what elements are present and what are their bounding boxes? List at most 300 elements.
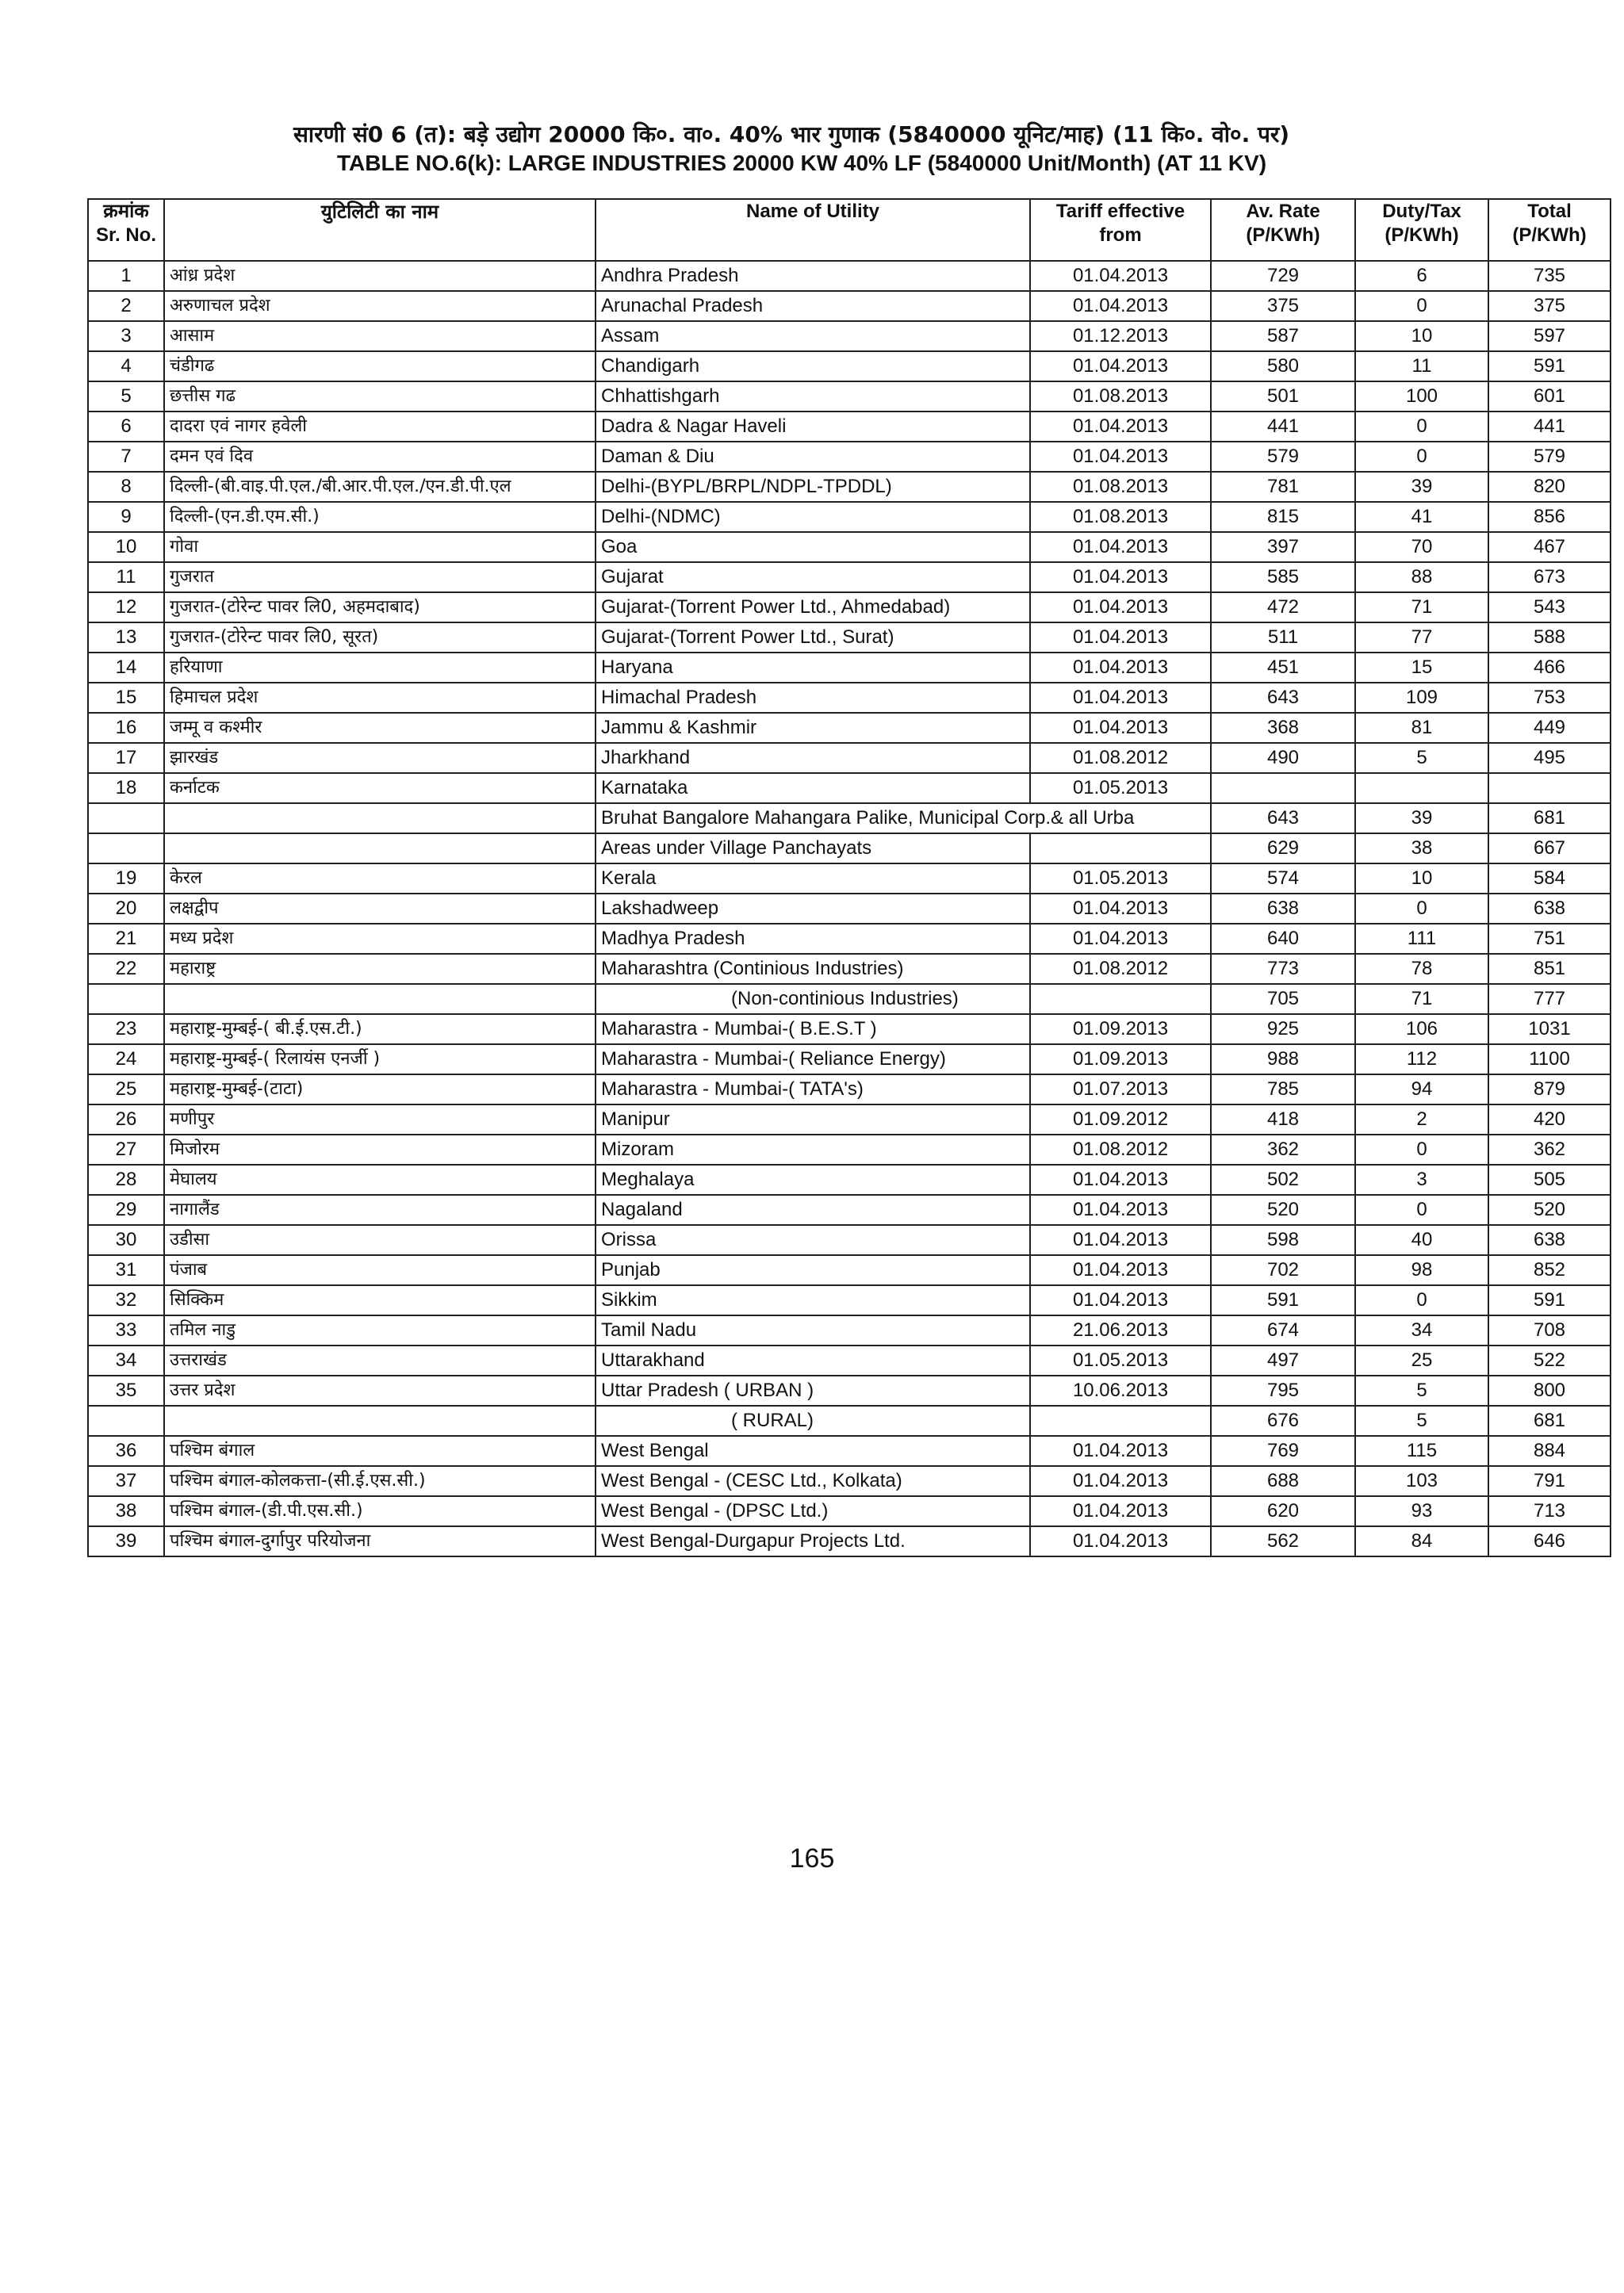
cell-duty-tax: 6 (1355, 261, 1488, 291)
cell-av-rate: 795 (1211, 1376, 1355, 1406)
cell-total: 646 (1488, 1526, 1611, 1556)
cell-total: 879 (1488, 1074, 1611, 1104)
cell-utility-hindi: अरुणाचल प्रदेश (164, 291, 596, 321)
cell-sr-no: 4 (88, 351, 164, 381)
cell-av-rate: 815 (1211, 502, 1355, 532)
cell-av-rate: 497 (1211, 1346, 1355, 1376)
cell-duty-tax: 94 (1355, 1074, 1488, 1104)
cell-tariff-from: 01.04.2013 (1030, 261, 1211, 291)
tariff-table (87, 198, 1611, 1557)
cell-utility-hindi: उत्तराखंड (164, 1346, 596, 1376)
cell-utility-english: Jharkhand (596, 743, 1030, 773)
cell-duty-tax: 70 (1355, 532, 1488, 562)
cell-duty-tax (1355, 773, 1488, 803)
cell-av-rate: 562 (1211, 1526, 1355, 1556)
cell-total: 856 (1488, 502, 1611, 532)
table-row (88, 1496, 1611, 1526)
cell-utility-hindi: मध्य प्रदेश (164, 924, 596, 954)
cell-total: 584 (1488, 863, 1611, 894)
cell-utility-english: Meghalaya (596, 1165, 1030, 1195)
cell-av-rate: 472 (1211, 592, 1355, 622)
cell-av-rate: 580 (1211, 351, 1355, 381)
cell-duty-tax: 25 (1355, 1346, 1488, 1376)
cell-total: 1100 (1488, 1044, 1611, 1074)
cell-utility-hindi (164, 833, 596, 863)
cell-sr-no: 35 (88, 1376, 164, 1406)
cell-utility-hindi: गुजरात-(टोरेन्ट पावर लि0, अहमदाबाद) (164, 592, 596, 622)
cell-tariff-from: 01.04.2013 (1030, 622, 1211, 653)
cell-duty-tax: 5 (1355, 1406, 1488, 1436)
cell-duty-tax: 11 (1355, 351, 1488, 381)
cell-tariff-from: 01.04.2013 (1030, 653, 1211, 683)
table-row (88, 1255, 1611, 1285)
cell-total: 543 (1488, 592, 1611, 622)
cell-duty-tax: 15 (1355, 653, 1488, 683)
cell-av-rate: 702 (1211, 1255, 1355, 1285)
table-row (88, 1526, 1611, 1556)
cell-duty-tax: 0 (1355, 412, 1488, 442)
cell-tariff-from: 01.04.2013 (1030, 1225, 1211, 1255)
cell-utility-english: Madhya Pradesh (596, 924, 1030, 954)
cell-av-rate: 688 (1211, 1466, 1355, 1496)
cell-tariff-from: 01.04.2013 (1030, 683, 1211, 713)
cell-av-rate: 501 (1211, 381, 1355, 412)
cell-total: 601 (1488, 381, 1611, 412)
cell-utility-hindi: गुजरात-(टोरेन्ट पावर लि0, सूरत) (164, 622, 596, 653)
cell-duty-tax: 5 (1355, 1376, 1488, 1406)
cell-sr-no: 32 (88, 1285, 164, 1315)
cell-total: 667 (1488, 833, 1611, 863)
cell-av-rate: 418 (1211, 1104, 1355, 1135)
cell-utility-english: Andhra Pradesh (596, 261, 1030, 291)
cell-utility-english: Sikkim (596, 1285, 1030, 1315)
cell-duty-tax: 5 (1355, 743, 1488, 773)
cell-av-rate: 643 (1211, 683, 1355, 713)
cell-sr-no: 12 (88, 592, 164, 622)
header-sr-no: क्रमांक Sr. No. (88, 199, 164, 261)
table-row (88, 1074, 1611, 1104)
cell-utility-hindi: नागालैंड (164, 1195, 596, 1225)
cell-tariff-from: 01.04.2013 (1030, 412, 1211, 442)
cell-sr-no (88, 984, 164, 1014)
cell-utility-english: Gujarat (596, 562, 1030, 592)
cell-utility-english: West Bengal - (CESC Ltd., Kolkata) (596, 1466, 1030, 1496)
cell-av-rate: 490 (1211, 743, 1355, 773)
cell-sr-no (88, 803, 164, 833)
cell-av-rate: 643 (1211, 803, 1355, 833)
cell-tariff-from: 01.04.2013 (1030, 713, 1211, 743)
cell-total: 597 (1488, 321, 1611, 351)
cell-utility-english: Mizoram (596, 1135, 1030, 1165)
cell-av-rate: 585 (1211, 562, 1355, 592)
cell-utility-english: Kerala (596, 863, 1030, 894)
cell-utility-hindi: छत्तीस गढ (164, 381, 596, 412)
cell-av-rate: 629 (1211, 833, 1355, 863)
cell-utility-english: Maharastra - Mumbai-( B.E.S.T ) (596, 1014, 1030, 1044)
cell-utility-english: Maharashtra (Continious Industries) (596, 954, 1030, 984)
cell-utility-hindi: पश्चिम बंगाल-(डी.पी.एस.सी.) (164, 1496, 596, 1526)
cell-utility-english: Karnataka (596, 773, 1030, 803)
cell-sr-no: 3 (88, 321, 164, 351)
table-row (88, 863, 1611, 894)
page-number: 165 (789, 1843, 835, 1874)
cell-utility-english: West Bengal (596, 1436, 1030, 1466)
cell-utility-hindi: दिल्ली-(एन.डी.एम.सी.) (164, 502, 596, 532)
cell-tariff-from: 01.08.2013 (1030, 472, 1211, 502)
cell-duty-tax: 40 (1355, 1225, 1488, 1255)
cell-sr-no: 2 (88, 291, 164, 321)
cell-sr-no: 38 (88, 1496, 164, 1526)
cell-tariff-from: 01.04.2013 (1030, 1466, 1211, 1496)
table-row (88, 381, 1611, 412)
cell-duty-tax: 2 (1355, 1104, 1488, 1135)
table-row (88, 1135, 1611, 1165)
cell-av-rate: 781 (1211, 472, 1355, 502)
cell-total: 362 (1488, 1135, 1611, 1165)
cell-duty-tax: 10 (1355, 321, 1488, 351)
cell-tariff-from: 01.05.2013 (1030, 1346, 1211, 1376)
cell-av-rate: 441 (1211, 412, 1355, 442)
cell-total: 777 (1488, 984, 1611, 1014)
cell-tariff-from: 01.04.2013 (1030, 1195, 1211, 1225)
cell-total: 441 (1488, 412, 1611, 442)
cell-total: 579 (1488, 442, 1611, 472)
cell-av-rate: 579 (1211, 442, 1355, 472)
header-av-rate: Av. Rate (P/KWh) (1211, 199, 1355, 261)
cell-utility-english: Haryana (596, 653, 1030, 683)
cell-duty-tax: 39 (1355, 803, 1488, 833)
cell-total: 884 (1488, 1436, 1611, 1466)
cell-utility-english: Chhattishgarh (596, 381, 1030, 412)
cell-tariff-from: 01.08.2013 (1030, 502, 1211, 532)
table-row (88, 1376, 1611, 1406)
cell-utility-hindi: महाराष्ट्र-मुम्बई-( रिलायंस एनर्जी ) (164, 1044, 596, 1074)
cell-utility-hindi (164, 1406, 596, 1436)
cell-av-rate: 598 (1211, 1225, 1355, 1255)
cell-sr-no: 7 (88, 442, 164, 472)
cell-sr-no (88, 1406, 164, 1436)
cell-utility-hindi: सिक्किम (164, 1285, 596, 1315)
table-row (88, 1285, 1611, 1315)
cell-av-rate: 502 (1211, 1165, 1355, 1195)
cell-utility-english: Daman & Diu (596, 442, 1030, 472)
cell-duty-tax: 0 (1355, 442, 1488, 472)
cell-tariff-from: 01.08.2012 (1030, 954, 1211, 984)
table-row (88, 1225, 1611, 1255)
cell-tariff-from: 01.04.2013 (1030, 291, 1211, 321)
cell-utility-english: Assam (596, 321, 1030, 351)
cell-av-rate: 773 (1211, 954, 1355, 984)
cell-av-rate: 769 (1211, 1436, 1355, 1466)
cell-av-rate (1211, 773, 1355, 803)
cell-duty-tax: 0 (1355, 1135, 1488, 1165)
cell-duty-tax: 71 (1355, 592, 1488, 622)
cell-total: 851 (1488, 954, 1611, 984)
cell-duty-tax: 111 (1355, 924, 1488, 954)
cell-tariff-from: 01.04.2013 (1030, 1526, 1211, 1556)
header-total: Total (P/KWh) (1488, 199, 1611, 261)
header-tariff-from: Tariff effective from (1030, 199, 1211, 261)
cell-tariff-from (1030, 833, 1211, 863)
cell-utility-hindi: कर्नाटक (164, 773, 596, 803)
cell-sr-no: 37 (88, 1466, 164, 1496)
cell-duty-tax: 0 (1355, 1195, 1488, 1225)
cell-av-rate: 397 (1211, 532, 1355, 562)
cell-sr-no: 36 (88, 1436, 164, 1466)
cell-tariff-from (1030, 1406, 1211, 1436)
cell-av-rate: 591 (1211, 1285, 1355, 1315)
cell-av-rate: 520 (1211, 1195, 1355, 1225)
cell-utility-hindi: दमन एवं दिव (164, 442, 596, 472)
cell-utility-english: Chandigarh (596, 351, 1030, 381)
cell-total: 375 (1488, 291, 1611, 321)
table-row (88, 562, 1611, 592)
cell-utility-english: Lakshadweep (596, 894, 1030, 924)
cell-utility-english: Tamil Nadu (596, 1315, 1030, 1346)
cell-tariff-from (1030, 984, 1211, 1014)
cell-utility-hindi: पश्चिम बंगाल-कोलकत्ता-(सी.ई.एस.सी.) (164, 1466, 596, 1496)
cell-av-rate: 451 (1211, 653, 1355, 683)
cell-total: 713 (1488, 1496, 1611, 1526)
cell-av-rate: 785 (1211, 1074, 1355, 1104)
cell-av-rate: 375 (1211, 291, 1355, 321)
table-row (88, 412, 1611, 442)
cell-tariff-from: 01.04.2013 (1030, 351, 1211, 381)
table-row (88, 1165, 1611, 1195)
cell-duty-tax: 81 (1355, 713, 1488, 743)
cell-total: 751 (1488, 924, 1611, 954)
cell-total: 505 (1488, 1165, 1611, 1195)
cell-duty-tax: 88 (1355, 562, 1488, 592)
cell-utility-hindi: महाराष्ट्र-मुम्बई-( बी.ई.एस.टी.) (164, 1014, 596, 1044)
cell-tariff-from: 01.04.2013 (1030, 442, 1211, 472)
cell-duty-tax: 39 (1355, 472, 1488, 502)
cell-utility-hindi: आंध्र प्रदेश (164, 261, 596, 291)
cell-sr-no: 23 (88, 1014, 164, 1044)
table-row (88, 321, 1611, 351)
cell-tariff-from: 01.04.2013 (1030, 1255, 1211, 1285)
cell-duty-tax: 38 (1355, 833, 1488, 863)
cell-utility-hindi: उत्तर प्रदेश (164, 1376, 596, 1406)
cell-total: 638 (1488, 1225, 1611, 1255)
cell-total: 420 (1488, 1104, 1611, 1135)
cell-utility-hindi: चंडीगढ (164, 351, 596, 381)
table-row (88, 442, 1611, 472)
cell-sr-no: 26 (88, 1104, 164, 1135)
cell-total: 591 (1488, 351, 1611, 381)
cell-tariff-from: 01.04.2013 (1030, 1285, 1211, 1315)
table-row (88, 261, 1611, 291)
cell-utility-english: Dadra & Nagar Haveli (596, 412, 1030, 442)
cell-duty-tax: 78 (1355, 954, 1488, 984)
cell-utility-english: (Non-continious Industries) (596, 984, 1030, 1014)
cell-utility-english: Bruhat Bangalore Mahangara Palike, Municipal Corp.& all Urba (596, 803, 1211, 833)
cell-duty-tax: 0 (1355, 1285, 1488, 1315)
cell-utility-hindi: लक्षद्वीप (164, 894, 596, 924)
cell-utility-hindi (164, 984, 596, 1014)
table-row (88, 1436, 1611, 1466)
table-row (88, 803, 1611, 833)
cell-utility-hindi: दादरा एवं नागर हवेली (164, 412, 596, 442)
cell-tariff-from: 10.06.2013 (1030, 1376, 1211, 1406)
cell-sr-no: 17 (88, 743, 164, 773)
cell-sr-no: 30 (88, 1225, 164, 1255)
table-body (88, 261, 1611, 1556)
cell-duty-tax: 103 (1355, 1466, 1488, 1496)
cell-sr-no: 21 (88, 924, 164, 954)
table-row (88, 351, 1611, 381)
table-row (88, 773, 1611, 803)
cell-sr-no: 8 (88, 472, 164, 502)
cell-tariff-from: 21.06.2013 (1030, 1315, 1211, 1346)
cell-total: 495 (1488, 743, 1611, 773)
cell-av-rate: 587 (1211, 321, 1355, 351)
cell-tariff-from: 01.05.2013 (1030, 863, 1211, 894)
cell-duty-tax: 84 (1355, 1526, 1488, 1556)
table-row (88, 713, 1611, 743)
cell-utility-hindi: तमिल नाडु (164, 1315, 596, 1346)
table-row (88, 532, 1611, 562)
table-row (88, 833, 1611, 863)
cell-total: 852 (1488, 1255, 1611, 1285)
cell-total: 708 (1488, 1315, 1611, 1346)
table-row (88, 622, 1611, 653)
cell-utility-english: Manipur (596, 1104, 1030, 1135)
cell-duty-tax: 71 (1355, 984, 1488, 1014)
cell-duty-tax: 0 (1355, 894, 1488, 924)
table-row (88, 1466, 1611, 1496)
cell-utility-english: Nagaland (596, 1195, 1030, 1225)
header-duty-tax: Duty/Tax (P/KWh) (1355, 199, 1488, 261)
table-row (88, 924, 1611, 954)
cell-total: 520 (1488, 1195, 1611, 1225)
cell-total: 467 (1488, 532, 1611, 562)
table-row (88, 743, 1611, 773)
cell-av-rate: 638 (1211, 894, 1355, 924)
cell-utility-hindi: झारखंड (164, 743, 596, 773)
cell-sr-no: 39 (88, 1526, 164, 1556)
cell-utility-hindi: पश्चिम बंगाल (164, 1436, 596, 1466)
cell-sr-no: 1 (88, 261, 164, 291)
cell-utility-english: Delhi-(NDMC) (596, 502, 1030, 532)
cell-duty-tax: 34 (1355, 1315, 1488, 1346)
cell-sr-no: 19 (88, 863, 164, 894)
table-row (88, 894, 1611, 924)
cell-tariff-from: 01.08.2013 (1030, 381, 1211, 412)
cell-tariff-from: 01.04.2013 (1030, 1165, 1211, 1195)
cell-utility-english: Punjab (596, 1255, 1030, 1285)
cell-sr-no: 25 (88, 1074, 164, 1104)
cell-sr-no: 22 (88, 954, 164, 984)
cell-duty-tax: 0 (1355, 291, 1488, 321)
cell-total: 449 (1488, 713, 1611, 743)
cell-av-rate: 574 (1211, 863, 1355, 894)
cell-utility-english: ( RURAL) (596, 1406, 1030, 1436)
cell-duty-tax: 115 (1355, 1436, 1488, 1466)
cell-total: 591 (1488, 1285, 1611, 1315)
cell-utility-hindi: हरियाणा (164, 653, 596, 683)
cell-av-rate: 674 (1211, 1315, 1355, 1346)
table-row (88, 1346, 1611, 1376)
cell-total: 638 (1488, 894, 1611, 924)
cell-sr-no: 14 (88, 653, 164, 683)
cell-total: 466 (1488, 653, 1611, 683)
cell-tariff-from: 01.04.2013 (1030, 592, 1211, 622)
cell-sr-no: 5 (88, 381, 164, 412)
cell-utility-english: West Bengal - (DPSC Ltd.) (596, 1496, 1030, 1526)
cell-utility-english: Maharastra - Mumbai-( Reliance Energy) (596, 1044, 1030, 1074)
cell-utility-english: Uttarakhand (596, 1346, 1030, 1376)
cell-utility-hindi: पश्चिम बंगाल-दुर्गापुर परियोजना (164, 1526, 596, 1556)
cell-tariff-from: 01.04.2013 (1030, 924, 1211, 954)
cell-utility-english: Gujarat-(Torrent Power Ltd., Ahmedabad) (596, 592, 1030, 622)
cell-tariff-from: 01.12.2013 (1030, 321, 1211, 351)
cell-tariff-from: 01.08.2012 (1030, 1135, 1211, 1165)
cell-tariff-from: 01.09.2013 (1030, 1044, 1211, 1074)
cell-total: 522 (1488, 1346, 1611, 1376)
cell-duty-tax: 77 (1355, 622, 1488, 653)
cell-total: 753 (1488, 683, 1611, 713)
cell-utility-hindi: आसाम (164, 321, 596, 351)
cell-utility-hindi: मेघालय (164, 1165, 596, 1195)
cell-av-rate: 511 (1211, 622, 1355, 653)
table-row (88, 502, 1611, 532)
cell-utility-english: Delhi-(BYPL/BRPL/NDPL-TPDDL) (596, 472, 1030, 502)
cell-sr-no: 28 (88, 1165, 164, 1195)
header-utility-english: Name of Utility (596, 199, 1030, 261)
cell-av-rate: 729 (1211, 261, 1355, 291)
cell-duty-tax: 3 (1355, 1165, 1488, 1195)
table-row (88, 683, 1611, 713)
cell-utility-hindi: गुजरात (164, 562, 596, 592)
cell-total: 800 (1488, 1376, 1611, 1406)
table-row (88, 592, 1611, 622)
cell-tariff-from: 01.04.2013 (1030, 532, 1211, 562)
table-row (88, 1406, 1611, 1436)
cell-utility-hindi: मणीपुर (164, 1104, 596, 1135)
cell-av-rate: 640 (1211, 924, 1355, 954)
table-row (88, 984, 1611, 1014)
cell-av-rate: 705 (1211, 984, 1355, 1014)
cell-utility-english: Uttar Pradesh ( URBAN ) (596, 1376, 1030, 1406)
cell-av-rate: 368 (1211, 713, 1355, 743)
cell-utility-english: West Bengal-Durgapur Projects Ltd. (596, 1526, 1030, 1556)
table-title-english: TABLE NO.6(k): LARGE INDUSTRIES 20000 KW 40% LF (5840000 Unit/Month) (AT 11 KV) (337, 151, 1267, 175)
cell-tariff-from: 01.09.2012 (1030, 1104, 1211, 1135)
cell-av-rate: 988 (1211, 1044, 1355, 1074)
cell-duty-tax: 100 (1355, 381, 1488, 412)
table-row (88, 1044, 1611, 1074)
cell-tariff-from: 01.08.2012 (1030, 743, 1211, 773)
cell-utility-english: Himachal Pradesh (596, 683, 1030, 713)
cell-utility-english: Jammu & Kashmir (596, 713, 1030, 743)
cell-total: 1031 (1488, 1014, 1611, 1044)
table-title-hindi: सारणी सं0 6 (त): बड़े उद्योग 20000 कि०. वा०. 40% भार गुणाक (5840000 यूनिट/माह) (11 कि०. वो०. पर) (293, 121, 1290, 147)
cell-utility-english: Arunachal Pradesh (596, 291, 1030, 321)
table-row (88, 291, 1611, 321)
table-row (88, 1104, 1611, 1135)
cell-utility-hindi: महाराष्ट्र (164, 954, 596, 984)
cell-total: 735 (1488, 261, 1611, 291)
cell-utility-english: Orissa (596, 1225, 1030, 1255)
cell-sr-no (88, 833, 164, 863)
cell-sr-no: 13 (88, 622, 164, 653)
cell-tariff-from: 01.04.2013 (1030, 562, 1211, 592)
cell-sr-no: 27 (88, 1135, 164, 1165)
cell-sr-no: 24 (88, 1044, 164, 1074)
cell-utility-hindi: दिल्ली-(बी.वाइ.पी.एल./बी.आर.पी.एल./एन.डी.पी.एल (164, 472, 596, 502)
table-row (88, 1195, 1611, 1225)
